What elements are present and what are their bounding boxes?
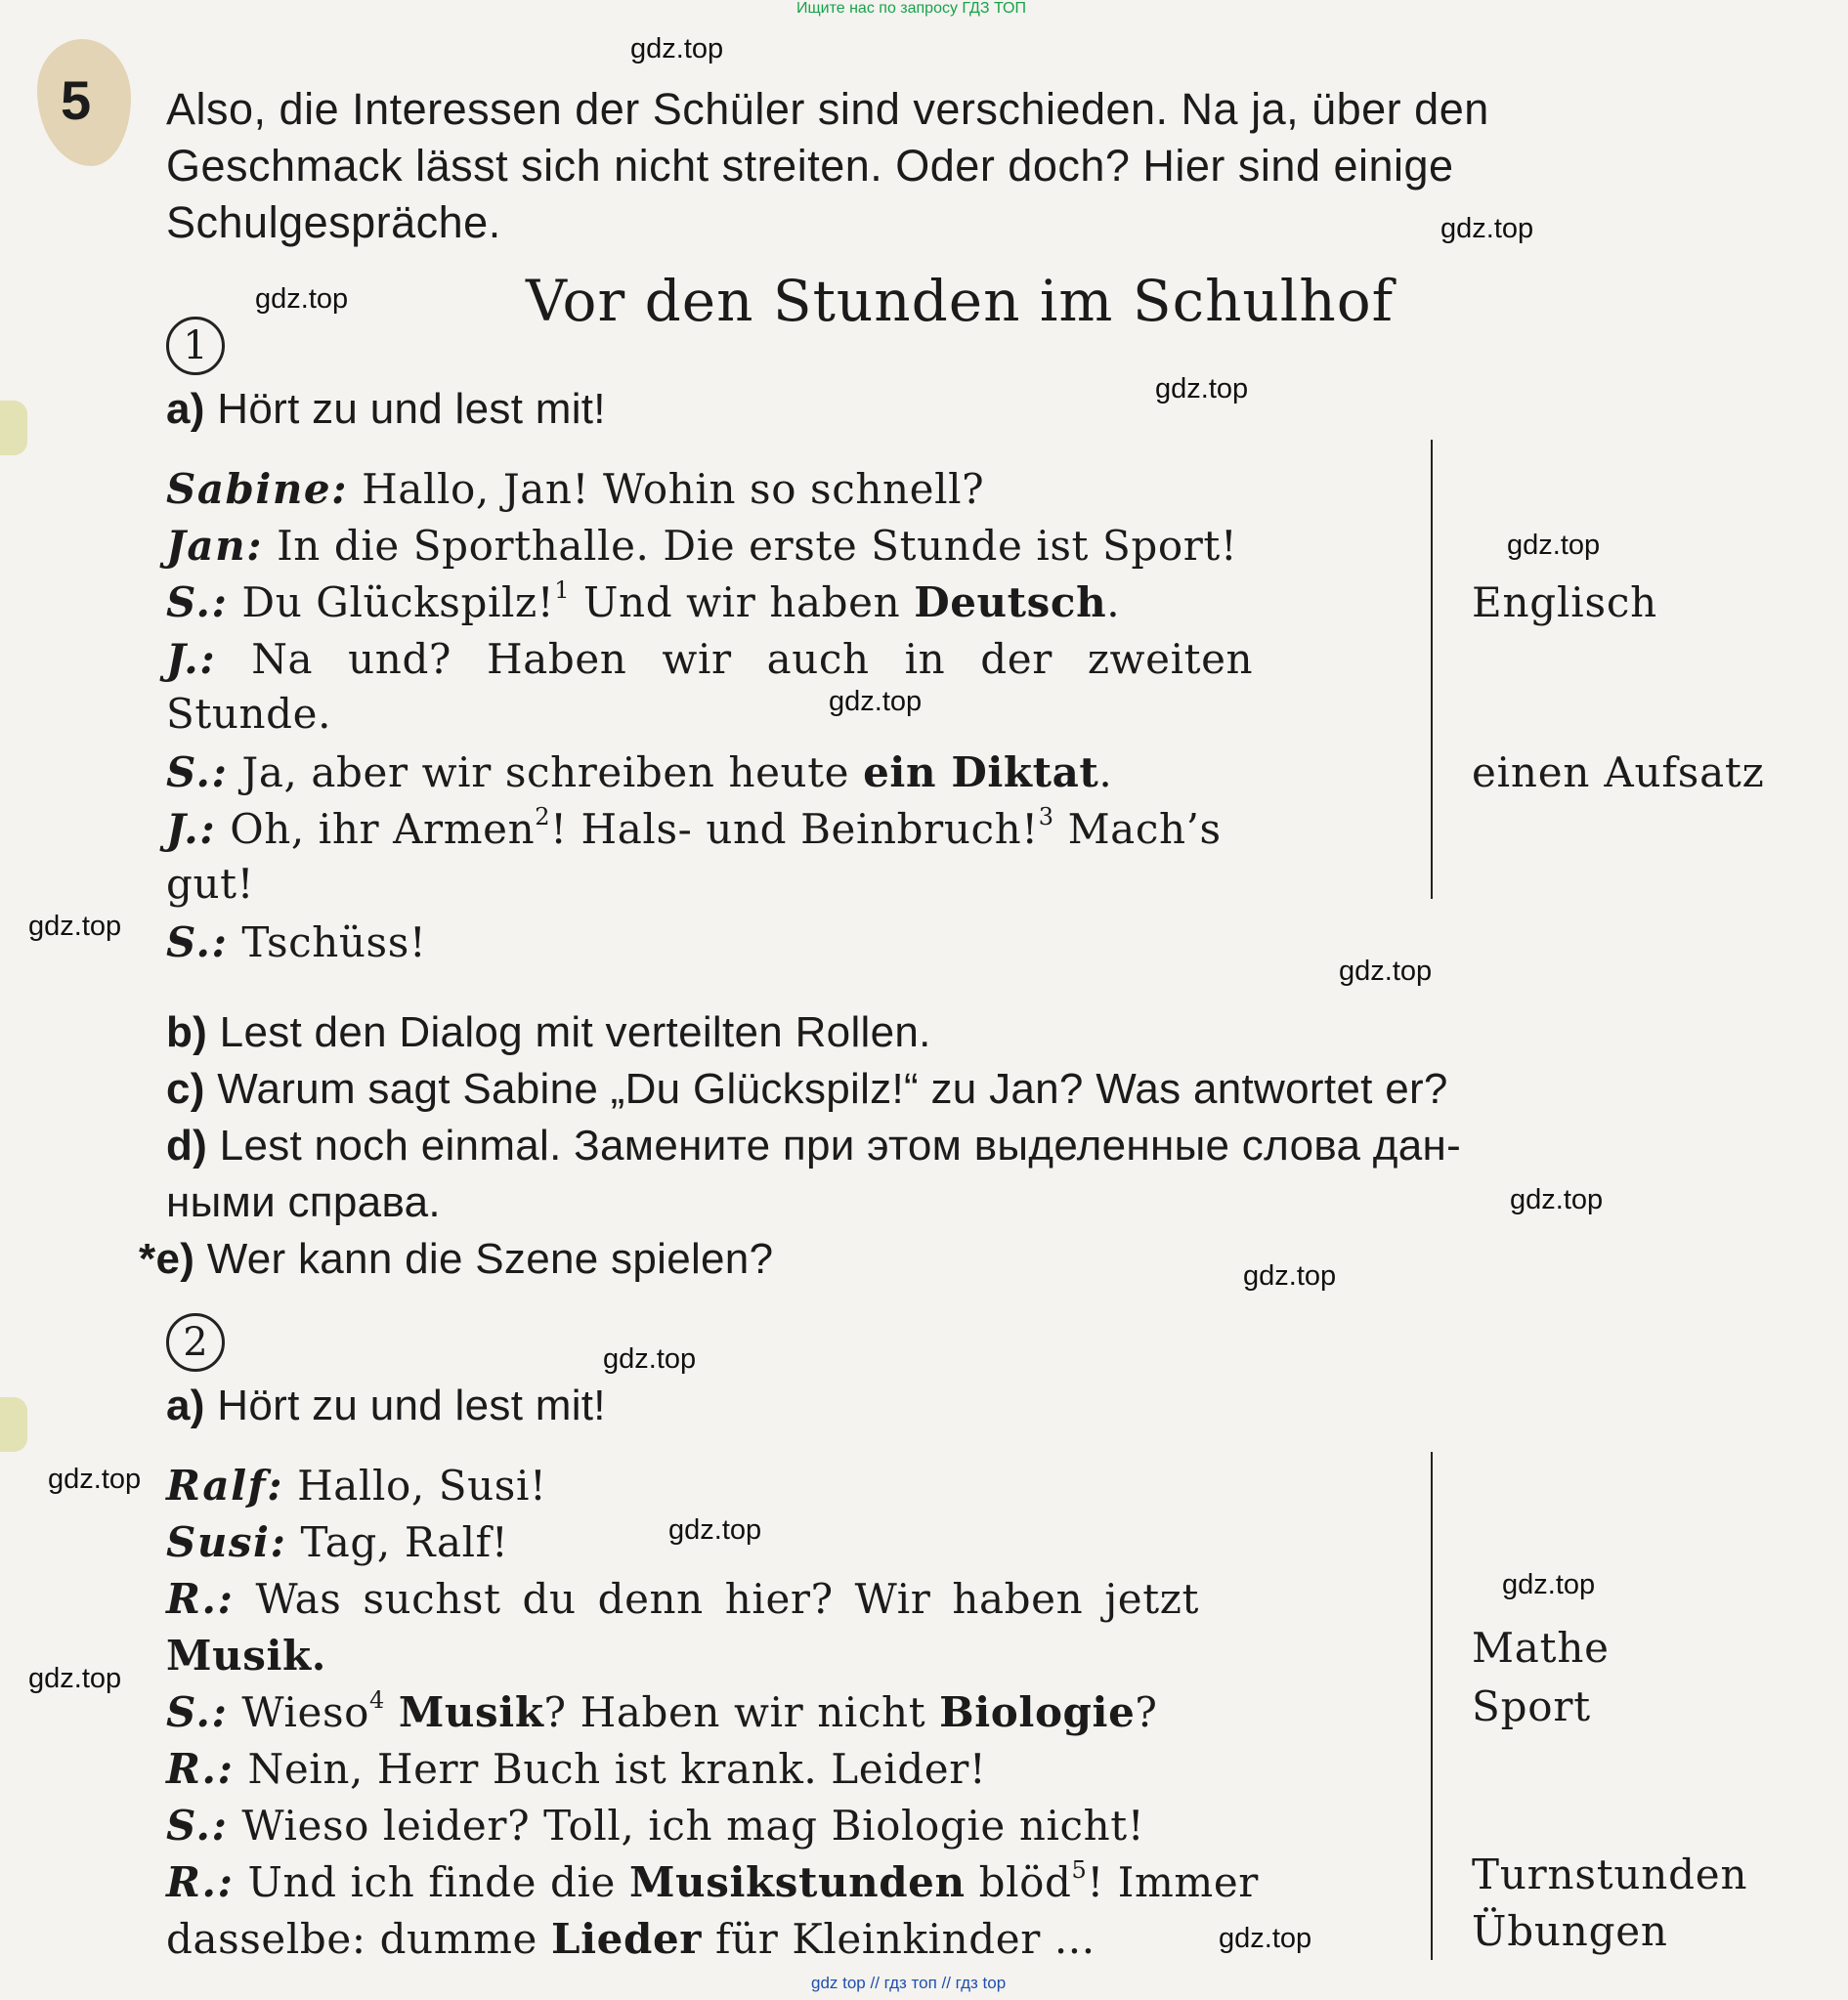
highlighted-word: Musik.: [166, 1632, 326, 1680]
speaker: Ralf:: [166, 1462, 284, 1510]
watermark: gdz.top: [1243, 1260, 1337, 1292]
line-text: dasselbe: dumme: [166, 1915, 538, 1963]
task-letter: c): [166, 1065, 205, 1113]
line-text: Was suchst du denn hier? Wir haben jetzt: [255, 1575, 1199, 1623]
watermark: gdz.top: [48, 1464, 142, 1495]
watermark: gdz.top: [28, 1663, 122, 1694]
highlighted-word: Deutsch: [914, 578, 1107, 626]
replacement-word: Turnstunden: [1472, 1851, 1748, 1898]
dialog-number-circle: 1: [166, 317, 225, 375]
line-text: für Kleinkinder ...: [714, 1915, 1096, 1963]
line-text: Du Glückspilz!: [241, 578, 555, 626]
task-letter: e): [155, 1235, 195, 1283]
dialog-line: [166, 578, 1120, 626]
line-text: Na und? Haben wir auch in der zweiten: [251, 635, 1254, 683]
speaker: R.:: [166, 1858, 235, 1906]
line-text: ? Haben wir nicht: [543, 1688, 926, 1736]
line-text: ! Hals- und Beinbruch!: [550, 805, 1039, 853]
watermark: gdz.top: [1219, 1923, 1312, 1954]
dialog-line: [166, 1462, 546, 1510]
footnote-mark: 3: [1038, 803, 1054, 830]
dialog-line-cont: Stunde.: [166, 690, 332, 738]
line-text: Nein, Herr Buch ist krank. Leider!: [247, 1745, 987, 1793]
footnote-mark: 4: [368, 1686, 385, 1714]
footnote-mark: 1: [554, 576, 571, 604]
speaker: S.:: [166, 578, 229, 626]
line-text: Hallo, Jan! Wohin so schnell?: [362, 465, 985, 513]
watermark: gdz.top: [630, 33, 724, 64]
watermark: gdz.top: [1507, 530, 1601, 561]
highlighted-word: Biologie: [939, 1688, 1136, 1736]
task-letter: a): [166, 385, 205, 433]
replacement-word: Englisch: [1472, 578, 1657, 626]
task-e: [139, 1235, 773, 1284]
dialog-line-cont: gut!: [166, 860, 255, 908]
line-text: blöd: [978, 1858, 1072, 1906]
watermark: gdz.top: [603, 1343, 697, 1375]
task-a: [166, 385, 606, 434]
dialog-line: [166, 748, 1112, 796]
task-letter: d): [166, 1122, 208, 1170]
speaker: S.:: [166, 1688, 229, 1736]
punct: ?: [1135, 1688, 1158, 1736]
line-text: ! Immer: [1087, 1858, 1259, 1906]
line-text: Wieso: [241, 1688, 369, 1736]
dialog-line: [166, 918, 426, 966]
footer-link[interactable]: gdz top // гдз топ // гдз top: [811, 1974, 1007, 1992]
dialog-line: [166, 1575, 1199, 1623]
task-text: Lest noch einmal. Замените при этом выделенные слова дан-: [219, 1122, 1462, 1170]
line-text: Hallo, Susi!: [297, 1462, 547, 1510]
footnote-mark: 2: [535, 803, 551, 830]
speaker: S.:: [166, 918, 229, 966]
task-b: [166, 1008, 931, 1057]
line-text: Tag, Ralf!: [300, 1518, 509, 1566]
exercise-number: 5: [61, 69, 92, 131]
speaker: J.:: [166, 805, 217, 853]
punct: .: [1106, 578, 1121, 626]
page-tab-marker: [0, 1397, 27, 1452]
dialog-line: [166, 635, 1253, 683]
watermark: gdz.top: [255, 283, 349, 315]
dialog-line: [166, 522, 1237, 570]
watermark: gdz.top: [1502, 1569, 1596, 1600]
speaker: R.:: [166, 1575, 235, 1623]
speaker: S.:: [166, 1802, 229, 1850]
page-tab-marker: [0, 401, 27, 455]
intro-line: Also, die Interessen der Schüler sind verschieden. Na ja, über den: [166, 84, 1489, 134]
watermark: gdz.top: [829, 686, 923, 717]
dialog-line: [166, 1858, 1259, 1906]
punct: .: [1098, 748, 1113, 796]
line-text: Und ich finde die: [247, 1858, 617, 1906]
task-letter: a): [166, 1382, 205, 1429]
highlighted-word: Musikstunden: [628, 1858, 966, 1906]
watermark: gdz.top: [28, 911, 122, 942]
line-text: Wieso leider? Toll, ich mag Biologie nicht!: [241, 1802, 1145, 1850]
dialog-line: [166, 1802, 1144, 1850]
task-c: [166, 1065, 1448, 1114]
task-text: Hört zu und lest mit!: [217, 1382, 606, 1429]
dialog-line: [166, 1518, 508, 1566]
line-text: Oh, ihr Armen: [230, 805, 536, 853]
replacement-word: Mathe: [1472, 1624, 1610, 1672]
replacement-word: Übungen: [1472, 1907, 1668, 1955]
replacement-word: einen Aufsatz: [1472, 748, 1765, 796]
highlighted-word: Musik: [398, 1688, 544, 1736]
line-text: Mach’s: [1067, 805, 1222, 853]
divider-line: [1431, 1452, 1433, 1960]
line-text: Tschüss!: [241, 918, 427, 966]
speaker: R.:: [166, 1745, 235, 1793]
watermark: gdz.top: [1155, 373, 1249, 404]
highlighted-word: ein Diktat: [863, 748, 1099, 796]
watermark: gdz.top: [1510, 1184, 1604, 1215]
task-text: Wer kann die Szene spielen?: [206, 1235, 774, 1283]
speaker: J.:: [166, 635, 217, 683]
speaker: Sabine:: [166, 465, 349, 513]
dialog-line-cont: [166, 1915, 1096, 1963]
replacement-word: Sport: [1472, 1682, 1591, 1730]
dialog-line: [166, 805, 1222, 853]
intro-line: Schulgespräche.: [166, 197, 501, 247]
dialog-number-circle: 2: [166, 1313, 225, 1372]
speaker: Susi:: [166, 1518, 287, 1566]
search-banner: Ищите нас по запросу ГДЗ ТОП: [796, 0, 1026, 17]
task-text: Hört zu und lest mit!: [217, 385, 606, 433]
task-text: Lest den Dialog mit verteilten Rollen.: [219, 1008, 931, 1056]
speaker: S.:: [166, 748, 229, 796]
dialog-line: [166, 465, 984, 513]
task-a: [166, 1382, 606, 1430]
divider-line: [1431, 440, 1433, 899]
task-text: Warum sagt Sabine „Du Glückspilz!“ zu Jan? Was antwortet er?: [217, 1065, 1448, 1113]
line-text: Und wir haben: [583, 578, 901, 626]
speaker: Jan:: [166, 522, 264, 570]
footnote-mark: 5: [1071, 1856, 1088, 1884]
dialog-line: [166, 1745, 986, 1793]
line-text: In die Sporthalle. Die erste Stunde ist Sport!: [277, 522, 1238, 570]
line-text: Ja, aber wir schreiben heute: [241, 748, 850, 796]
watermark: gdz.top: [1440, 213, 1534, 244]
task-d: [166, 1122, 1461, 1170]
optional-star: *: [139, 1235, 156, 1283]
watermark: gdz.top: [668, 1514, 762, 1546]
dialog-line: [166, 1688, 1158, 1736]
highlighted-word: Lieder: [550, 1915, 702, 1963]
watermark: gdz.top: [1339, 956, 1433, 987]
task-d-cont: ными справа.: [166, 1178, 441, 1226]
task-letter: b): [166, 1008, 208, 1056]
intro-line: Geschmack lässt sich nicht streiten. Oder doch? Hier sind einige: [166, 141, 1454, 191]
section-heading: Vor den Stunden im Schulhof: [526, 268, 1395, 334]
